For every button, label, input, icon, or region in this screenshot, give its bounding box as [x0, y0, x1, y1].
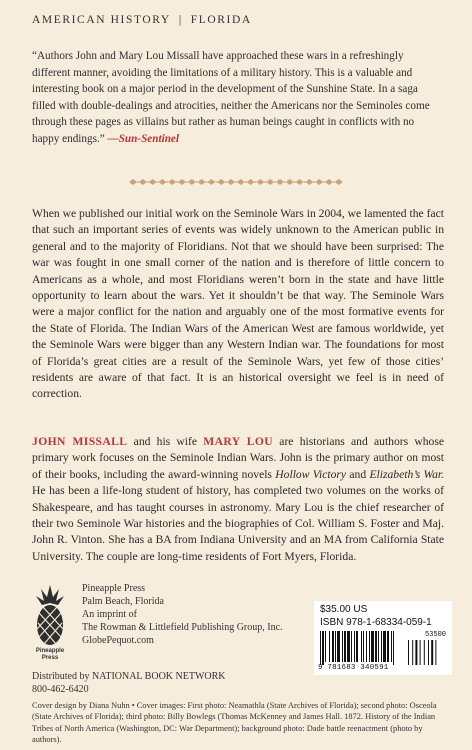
barcode-icon: [320, 631, 446, 665]
barcode-bar: [351, 631, 352, 662]
author-name-mary-lou: MARY LOU: [203, 435, 274, 448]
barcode-bar: [378, 631, 379, 662]
cover-credits: Cover design by Diana Nuhn • Cover images: First photo: Neamathla (State Archives of Florida); second photo: Osceola (State Archives of Florida); third photo: Billy Bowlegs (Thomas McKenney and James Hall. 1872. History of the Indian Tribes of North America (Washington, DC: War Department); background photo: Dade battle reenactment (photo by authors).: [32, 701, 437, 745]
distributor-info: [32, 670, 226, 696]
ornament-diamond: [217, 179, 225, 185]
imprint-company: The Rowman & Littlefield Publishing Group, Inc.: [82, 622, 283, 633]
ornament-dot: [245, 181, 247, 183]
barcode-bar: [383, 631, 386, 662]
ornament-diamond: [335, 179, 343, 185]
ornament-diamond: [198, 179, 206, 185]
logo-text-line: Pineapple: [35, 648, 65, 654]
category-label: [32, 14, 252, 26]
bio-text: He has been a life-long student of history, has completed two volumes on the works of Shakespeare, and has taught courses in astronomy. Mary Lou is the chief researcher of their two Seminole War histories and the biographies of Col. William S. Foster and Maj. John R. Vinton. She has a BA from Indiana University and an MA from California State University. The couple are long-time residents of Fort Myers, Florida.: [32, 484, 444, 563]
barcode-bar: [325, 631, 326, 662]
barcode-addon-bar: [408, 640, 409, 665]
ornament-diamond: [139, 179, 147, 185]
ornament-dot: [225, 181, 227, 183]
ornament-dot: [235, 181, 237, 183]
ornament-dot: [166, 181, 168, 183]
ornament-diamond: [158, 179, 166, 185]
barcode-addon-bar: [431, 640, 433, 665]
ornament-diamond: [325, 179, 333, 185]
ornament-dot: [264, 181, 266, 183]
barcode-bar: [354, 631, 355, 662]
ornament-diamond: [227, 179, 235, 185]
ornament-diamond: [296, 179, 304, 185]
publisher-name: Pineapple Press: [82, 583, 146, 594]
category-american-history: AMERICAN HISTORY: [32, 14, 171, 26]
barcode-bar: [320, 631, 321, 665]
review-source: —Sun-Sentinel: [107, 132, 180, 145]
ornamental-divider: [128, 178, 344, 186]
ornament-dot: [323, 181, 325, 183]
book-description: When we published our initial work on the Seminole Wars in 2004, we lamented the fact that such an important series of events was widely unknown to the American public in general and to the majority of Floridians. Not that we should have been surprised: The war was fought in one small corner of the nation and is therefore of little concern to Americans as a whole, and most Floridians weren’t born in the state and have little opportunity to learn about the wars. Yet it shouldn’t be that way. The Seminole Wars were a major conflict for the nation and arguably one of the most formative events for the State of Florida. The Indian Wars of the American West are famous worldwide, yet the Seminole Wars were bigger than any Western Indian war. The foundations for most of Florida’s great cities are a result of the Seminole Wars, yet few of those cities’ residents are aware of that fact. It is an historical oversight we feel is in need of correction.: [32, 207, 444, 401]
publisher-website: GlobePequot.com: [82, 635, 154, 646]
ornament-dot: [206, 181, 208, 183]
ornament-diamond: [266, 179, 274, 185]
barcode-bar: [344, 631, 346, 662]
ornament-dot: [274, 181, 276, 183]
ornament-diamond: [247, 179, 255, 185]
ornament-dot: [313, 181, 315, 183]
publisher-info: [82, 582, 283, 647]
barcode-digits: 9 781683 340591: [318, 664, 389, 672]
logo-text-line: Press: [41, 655, 59, 661]
barcode-bar: [391, 631, 392, 662]
imprint-line: An imprint of: [82, 609, 137, 620]
ornament-diamond: [256, 179, 264, 185]
ornament-diamond: [149, 179, 157, 185]
ornament-diamond: [168, 179, 176, 185]
category-florida: FLORIDA: [190, 14, 252, 26]
ornament-dot: [157, 181, 159, 183]
barcode-bar: [342, 631, 343, 662]
novel-title-elizabeths-war: Elizabeth’s War.: [369, 467, 444, 481]
review-quote: “Authors John and Mary Lou Missall have approached these wars in a refreshingly different manner, avoiding the limitations of a military history. This is a valuable and interesting book on a major period in the development of the Sunshine State. In a saga filled with double-dealings and atrocities, neither the Americans nor the Seminoles come through these pages as villains but rather as human beings caught in conflicts with no happy endings.”: [32, 50, 430, 145]
ornament-diamond: [178, 179, 186, 185]
ornament-dot: [284, 181, 286, 183]
barcode-addon-bar: [420, 640, 421, 665]
ornament-dot: [176, 181, 178, 183]
ornament-diamond: [276, 179, 284, 185]
ornament-dot: [147, 181, 149, 183]
author-bio: [32, 434, 444, 565]
ornament-diamond: [188, 179, 196, 185]
barcode-addon-bar: [428, 640, 429, 665]
ornament-dot: [304, 181, 306, 183]
barcode-bar: [363, 631, 364, 662]
ornament-diamond: [286, 179, 294, 185]
price-label: $35.00 US: [320, 604, 368, 615]
ornament-dot: [215, 181, 217, 183]
bio-text: and: [346, 467, 370, 481]
ornament-diamond: [315, 179, 323, 185]
ornament-diamond: [305, 179, 313, 185]
barcode-bar: [387, 631, 389, 662]
barcode-bar: [375, 631, 377, 662]
barcode-bar: [371, 631, 374, 662]
barcode-bar: [393, 631, 394, 665]
barcode-bar: [381, 631, 382, 662]
ornament-diamond: [207, 179, 215, 185]
barcode-addon-bar: [412, 640, 413, 665]
distributor-phone: 800-462-6420: [32, 684, 89, 695]
category-separator: |: [178, 14, 183, 26]
barcode-bar: [332, 631, 334, 662]
bio-text: are historians and authors whose primary work focuses on the Seminole Indian Wars. John is the primary author on most of their books, including the award-winning novels: [32, 435, 444, 481]
barcode-bar: [356, 631, 358, 662]
barcode-bar: [347, 631, 350, 662]
bio-text: and his wife: [127, 435, 204, 448]
pineapple-press-logo-text: [26, 648, 74, 662]
distributor: Distributed by NATIONAL BOOK NETWORK: [32, 671, 226, 682]
barcode-bar: [329, 631, 330, 662]
isbn-label: ISBN 978-1-68334-059-1: [320, 617, 432, 628]
ornament-dot: [294, 181, 296, 183]
barcode-bar: [369, 631, 370, 662]
barcode-addon-bar: [435, 640, 436, 665]
novel-title-hollow-victory: Hollow Victory: [275, 467, 347, 481]
pineapple-icon: [30, 583, 70, 649]
barcode-panel: [314, 601, 452, 675]
ornament-dot: [333, 181, 335, 183]
barcode-bar: [322, 631, 324, 665]
ornament-diamond: [237, 179, 245, 185]
barcode-bar: [337, 631, 340, 662]
barcode-bar: [361, 631, 362, 662]
barcode-addon-bar: [424, 640, 425, 665]
ornament-dot: [186, 181, 188, 183]
ornament-diamond: [129, 179, 137, 185]
author-name-john: JOHN MISSALL: [32, 435, 128, 448]
barcode-bar: [335, 631, 336, 662]
ornament-dot: [196, 181, 198, 183]
barcode-addon-bar: [415, 640, 417, 665]
publisher-city: Palm Beach, Florida: [82, 596, 164, 607]
review-blurb: [32, 48, 444, 148]
barcode-addon-digits: 53500: [424, 631, 446, 639]
barcode-bar: [366, 631, 367, 662]
ornament-dot: [137, 181, 139, 183]
ornament-dot: [255, 181, 257, 183]
